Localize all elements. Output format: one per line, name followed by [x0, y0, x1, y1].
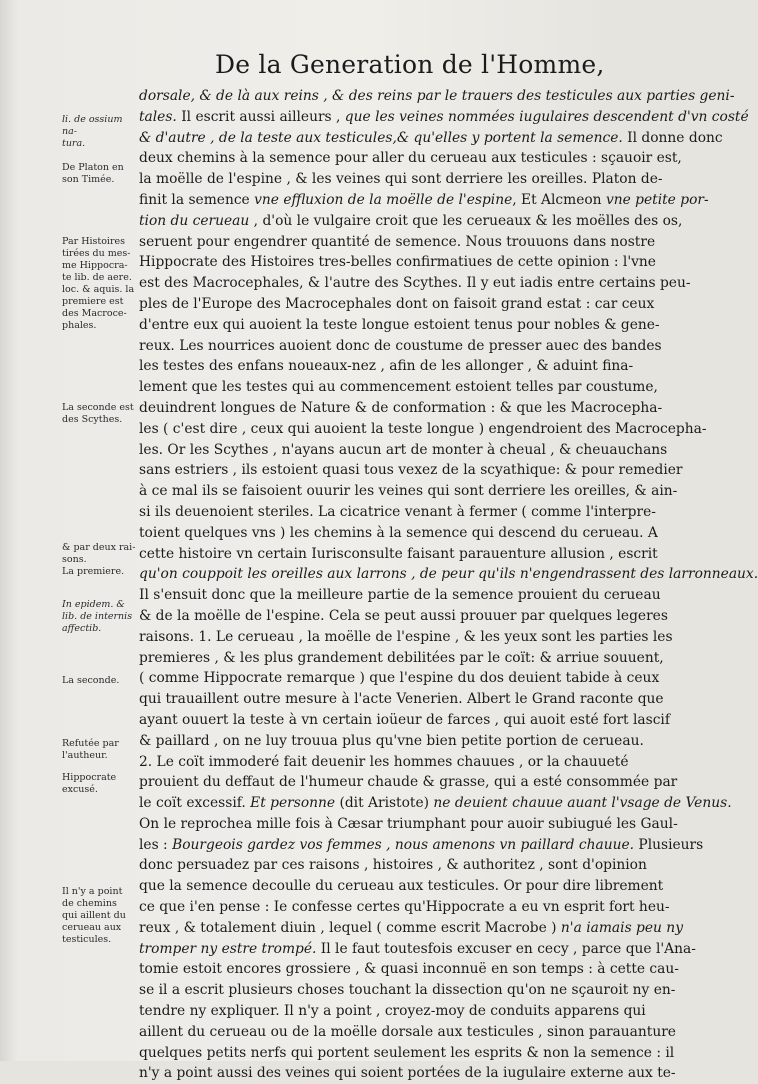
- text-segment: à ce mal ils se faisoient ouurir les veines qui sont derriere les oreilles, & ain-: [139, 483, 678, 500]
- text-segment: tendre ny expliquer. Il n'y a point , croyez-moy de conduits apparens qui: [139, 1003, 646, 1020]
- text-segment: Plusieurs: [634, 836, 704, 853]
- text-line: [139, 648, 664, 669]
- text-segment: & paillard , on ne luy trouua plus qu'vne bien petite portion de cerueau.: [139, 732, 644, 749]
- text-segment: cette histoire vn certain Iurisconsulte faisant parauenture allusion , escrit: [139, 545, 658, 562]
- text-line: [139, 481, 678, 502]
- text-segment: est des Macrocephales, & l'autre des Scythes. Il y eut iadis entre certains peu-: [139, 275, 691, 292]
- text-line: [139, 835, 704, 856]
- text-line: [139, 606, 668, 627]
- text-line: [139, 855, 647, 876]
- text-line: [139, 273, 691, 294]
- text-segment: les ( c'est dire , ceux qui auoient la teste longue ) engendroient des Macrocepha-: [139, 420, 707, 437]
- text-segment: quelques petits nerfs qui portent seulement les esprits & non la semence : il: [139, 1044, 675, 1061]
- margin-note: [62, 402, 138, 426]
- text-segment: ples de l'Europe des Macrocephales dont on faisoit grand estat : car ceux: [139, 295, 655, 312]
- text-segment: raisons. 1. Le cerueau , la moëlle de l'espine , & les yeux sont les parties les: [139, 628, 673, 645]
- text-line: [139, 1043, 675, 1064]
- margin-note-text: In epidem. & lib. de internis affectib.: [62, 599, 133, 634]
- margin-note-text: La seconde.: [62, 675, 120, 686]
- text-segment: les :: [139, 836, 173, 853]
- text-line: [139, 731, 644, 752]
- text-segment: les. Or les Scythes , n'ayans aucun art de monter à cheual , & cheuauchans: [139, 441, 668, 458]
- margin-note-text: li. de ossium na- tura.: [62, 114, 123, 149]
- text-line: [139, 959, 679, 980]
- text-segment: premieres , & les plus grandement debilitées par le coït: & arriue souuent,: [139, 649, 664, 666]
- margin-note-text: & par deux rai- sons. La premiere.: [62, 542, 136, 577]
- text-segment: Et personne: [250, 795, 336, 812]
- text-line: [139, 752, 629, 773]
- text-segment: ce que i'en pense : Ie confesse certes qu'Hippocrate a eu vn esprit fort heu-: [139, 899, 670, 916]
- text-segment: tales.: [139, 108, 177, 125]
- text-segment: sans estriers , ils estoient quasi tous vexez de la scyathique: & pour remedier: [139, 462, 683, 479]
- text-line: [139, 148, 682, 169]
- text-line: [139, 918, 683, 939]
- text-line: [139, 793, 732, 814]
- text-segment: ( comme Hippocrate remarque ) que l'espine du dos deuient tabide à ceux: [139, 670, 660, 687]
- text-segment: tromper ny estre trompé.: [139, 940, 317, 957]
- text-segment: reux , & totalement diuin , lequel ( comme escrit Macrobe ): [139, 919, 561, 936]
- text-line: [139, 585, 661, 606]
- text-segment: toient quelques vns ) les chemins à la semence qui descend du cerueau. A: [139, 524, 658, 541]
- text-segment: ne deuient chauue auant l'vsage de Venus.: [433, 795, 732, 812]
- text-segment: Hippocrate des Histoires tres-belles confirmatiues de cette opinion : l'vne: [139, 254, 656, 271]
- text-line: [139, 190, 709, 211]
- text-line: [139, 980, 676, 1001]
- margin-note-text: De Platon en son Timée.: [62, 162, 124, 185]
- margin-note-text: Hippocrate excusé.: [62, 772, 117, 795]
- margin-note-text: La seconde est des Scythes.: [62, 402, 134, 425]
- text-line: [139, 315, 660, 336]
- text-segment: ayant ouuert la teste à vn certain ioüeur de farces , qui auoit esté fort lascif: [139, 711, 670, 728]
- text-line: [139, 668, 660, 689]
- margin-note: [62, 675, 138, 687]
- text-segment: vne effluxion de la moëlle de l'espine: [254, 191, 513, 208]
- text-line: [139, 377, 658, 398]
- text-segment: vne petite por-: [605, 191, 709, 208]
- text-segment: d'entre eux qui auoient la teste longue estoient tenus pour nobles & gene-: [139, 316, 660, 333]
- text-line: [139, 460, 683, 481]
- page-title: De la Generation de l'Homme,: [215, 50, 605, 79]
- text-segment: 2. Le coït immoderé fait deuenir les hommes chauues , or la chauueté: [139, 753, 629, 770]
- margin-note: [62, 236, 138, 332]
- text-line: [139, 710, 670, 731]
- text-segment: que la semence decoulle du cerueau aux testicules. Or pour dire librement: [139, 878, 664, 895]
- text-line: [139, 356, 634, 377]
- text-line: [139, 689, 664, 710]
- text-line: [139, 419, 707, 440]
- text-segment: & de la moëlle de l'espine. Cela se peut aussi prouuer par quelques legeres: [139, 607, 668, 624]
- text-line: [139, 627, 673, 648]
- text-segment: Il s'ensuit donc que la meilleure partie de la semence prouient du cerueau: [139, 587, 661, 604]
- text-segment: seruent pour engendrer quantité de semence. Nous trouuons dans nostre: [139, 233, 656, 250]
- text-segment: aillent du cerueau ou de la moëlle dorsale aux testicules , sinon parauanture: [139, 1023, 676, 1040]
- margin-note: [62, 114, 138, 150]
- margin-note: [62, 738, 138, 762]
- text-line: [139, 544, 658, 565]
- margin-note-text: Il n'y a point de chemins qui aillent du cerueau aux testicules.: [62, 886, 126, 945]
- text-line: [139, 86, 735, 107]
- text-line: [139, 128, 723, 149]
- text-segment: (dit Aristote): [335, 795, 434, 812]
- text-segment: les testes des enfans noueaux-nez , afin de les allonger , & aduint fina-: [139, 358, 634, 375]
- text-segment: la moëlle de l'espine , & les veines qui sont derriere les oreilles. Platon de-: [139, 171, 663, 188]
- text-segment: On le reprochea mille fois à Cæsar triumphant pour auoir subiugué les Gaul-: [139, 815, 678, 832]
- text-line: [139, 1022, 676, 1043]
- text-line: [139, 814, 678, 835]
- text-segment: deux chemins à la semence pour aller du cerueau aux testicules : sçauoir est,: [139, 150, 682, 167]
- margin-note: [62, 542, 138, 578]
- text-segment: & d'autre , de la teste aux testicules,& qu'elles y portent la semence.: [139, 129, 623, 146]
- text-segment: finit la semence: [139, 191, 255, 208]
- text-line: [139, 523, 658, 544]
- margin-note: [62, 599, 138, 635]
- text-segment: n'a iamais peu ny: [560, 919, 683, 936]
- text-segment: n'y a point aussi des veines qui soient portées de la iugulaire externe aux te-: [139, 1065, 676, 1082]
- text-line: [139, 294, 655, 315]
- text-segment: Il escrit aussi ailleurs ,: [176, 108, 345, 125]
- text-segment: qui trauaillent outre mesure à l'acte Venerien. Albert le Grand raconte que: [139, 691, 664, 708]
- text-segment: tion du cerueau: [139, 212, 250, 229]
- text-line: [139, 252, 656, 273]
- text-segment: dorsale, & de là aux reins , & des reins par le trauers des testicules aux parties geni-: [139, 88, 735, 104]
- text-segment: prouient du deffaut de l'humeur chaude & grasse, qui a esté consommée par: [139, 774, 678, 791]
- text-line: [139, 939, 696, 960]
- text-line: [139, 772, 678, 793]
- text-segment: Il le faut toutesfois excuser en cecy , parce que l'Ana-: [316, 940, 696, 957]
- text-segment: Il donne donc: [622, 129, 723, 146]
- text-line: [139, 336, 662, 357]
- margin-note: [62, 772, 138, 796]
- text-segment: , d'où le vulgaire croit que les cerueaux & les moëlles des os,: [249, 212, 683, 229]
- text-line: [139, 169, 663, 190]
- text-line: [139, 564, 758, 585]
- text-segment: deuindrent longues de Nature & de conformation : & que les Macrocepha-: [139, 399, 663, 416]
- text-line: [139, 1063, 676, 1084]
- text-segment: le coït excessif.: [139, 795, 251, 812]
- text-line: [139, 440, 668, 461]
- text-segment: Bourgeois gardez vos femmes , nous amenons vn paillard chauue.: [172, 836, 635, 853]
- margin-note-text: Par Histoires tirées du mes- me Hippocra- te lib. de aere. loc. & aquis. la premiere est des Macroce- phales.: [62, 236, 135, 331]
- text-segment: , Et Alcmeon: [512, 191, 606, 208]
- text-line: [139, 502, 656, 523]
- text-segment: que les veines nommées iugulaires descendent d'vn costé: [344, 108, 749, 125]
- body-text: [139, 86, 758, 1084]
- text-line: [139, 107, 749, 128]
- text-line: [139, 897, 670, 918]
- text-segment: qu'on couppoit les oreilles aux larrons , de peur qu'ils n'engendrassent des larronneaux.: [139, 566, 758, 583]
- text-segment: donc persuadez par ces raisons , histoires , & authoritez , sont d'opinion: [139, 857, 647, 874]
- text-segment: se il a escrit plusieurs choses touchant la dissection qu'on ne sçauroit ny en-: [139, 982, 676, 999]
- margin-note: [62, 162, 138, 186]
- margin-note: [62, 886, 138, 946]
- text-line: [139, 232, 656, 253]
- text-segment: tomie estoit encores grossiere , & quasi inconnuë en son temps : à cette cau-: [139, 961, 679, 978]
- text-segment: lement que les testes qui au commencement estoient telles par coustume,: [139, 379, 658, 396]
- text-line: [139, 398, 663, 419]
- text-segment: si ils deuenoient steriles. La cicatrice venant à fermer ( comme l'interpre-: [139, 503, 656, 520]
- text-segment: reux. Les nourrices auoient donc de coustume de presser auec des bandes: [139, 337, 662, 354]
- text-line: [139, 1001, 646, 1022]
- text-line: [139, 211, 683, 232]
- margin-note-text: Refutée par l'autheur.: [62, 738, 119, 761]
- text-line: [139, 876, 664, 897]
